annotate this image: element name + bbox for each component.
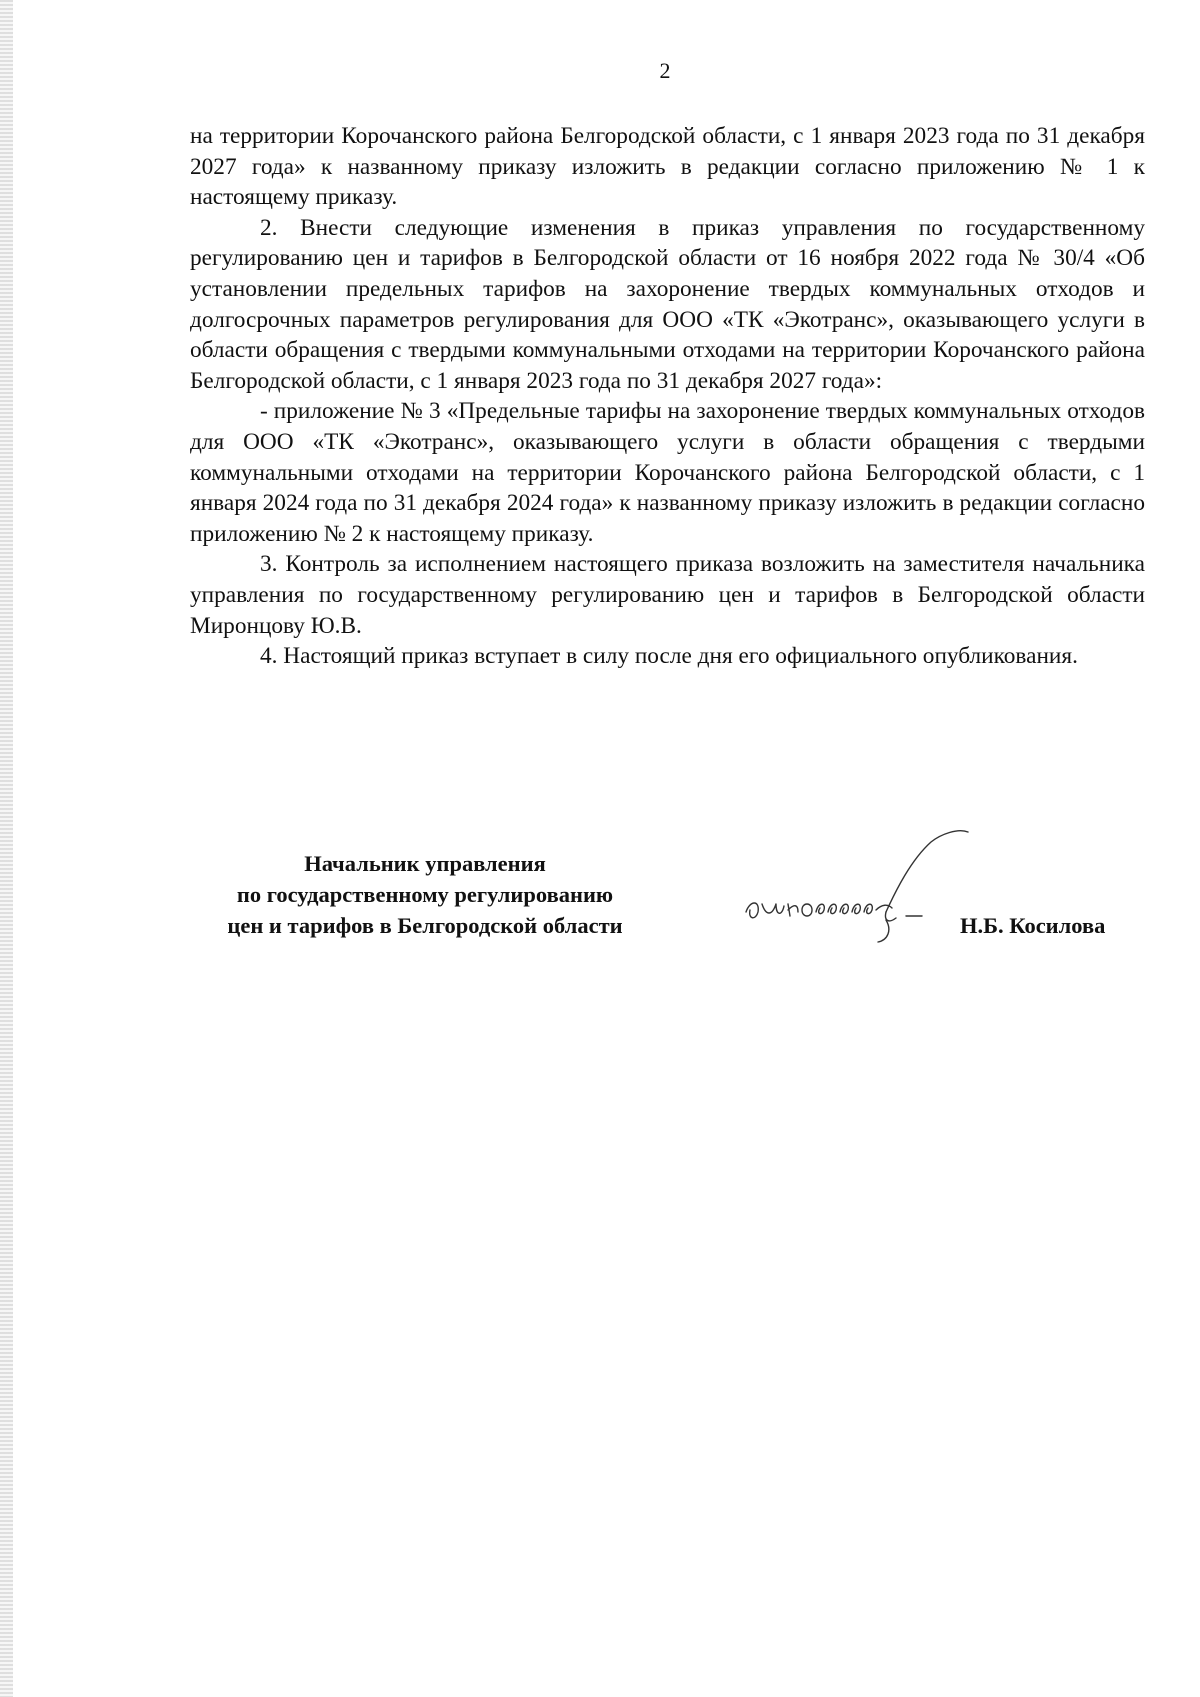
signatory-title xyxy=(180,848,670,941)
paragraph-continuation: на территории Корочанского района Белгородской области, с 1 января 2023 года по 31 декабря 2027 года» к названному приказу изложить в редакции согласно приложению № 1 к настоящему приказу. xyxy=(190,123,1145,211)
signatory-title-line-2: по государственному регулированию xyxy=(236,882,614,907)
scan-edge-artifact xyxy=(0,0,13,1697)
paragraph-4: 4. Настоящий приказ вступает в силу после дня его официального опубликования. xyxy=(260,643,1078,670)
signatory-title-line-1: Начальник управления xyxy=(304,851,546,876)
document-body xyxy=(190,121,1145,672)
signatory-title-line-3: цен и тарифов в Белгородской области xyxy=(227,913,623,938)
paragraph-3: 3. Контроль за исполнением настоящего приказа возложить на заместителя начальника управления по государственному регулированию цен и тарифов в Белгородской области Миронцову Ю.В. xyxy=(190,551,1145,639)
page-number: 2 xyxy=(659,58,671,83)
paragraph-2-item: - приложение № 3 «Предельные тарифы на захоронение твердых коммунальных отходов для ООО «ТК «Экотранс», оказывающего услуги в области обращения с твердыми коммунальными отходами на территории Корочанского района Белгородской области, с 1 января 2024 года по 31 декабря 2024 года» к названному приказу изложить в редакции согласно приложению № 2 к настоящему приказу. xyxy=(190,398,1145,547)
signatory-name: Н.Б. Косилова xyxy=(960,913,1106,938)
paragraph-2: 2. Внести следующие изменения в приказ управления по государственному регулированию цен и тарифов в Белгородской области от 16 ноября 2022 года № 30/4 «Об установлении предельных тарифов на захоронение твердых коммунальных отходов и долгосрочных параметров регулирования для ООО «ТК «Экотранс», оказывающего услуги в области обращения с твердыми коммунальными отходами на территории Корочанского района Белгородской области, с 1 января 2023 года по 31 декабря 2027 года»: xyxy=(190,214,1145,394)
handwritten-signature-icon xyxy=(736,820,1026,960)
